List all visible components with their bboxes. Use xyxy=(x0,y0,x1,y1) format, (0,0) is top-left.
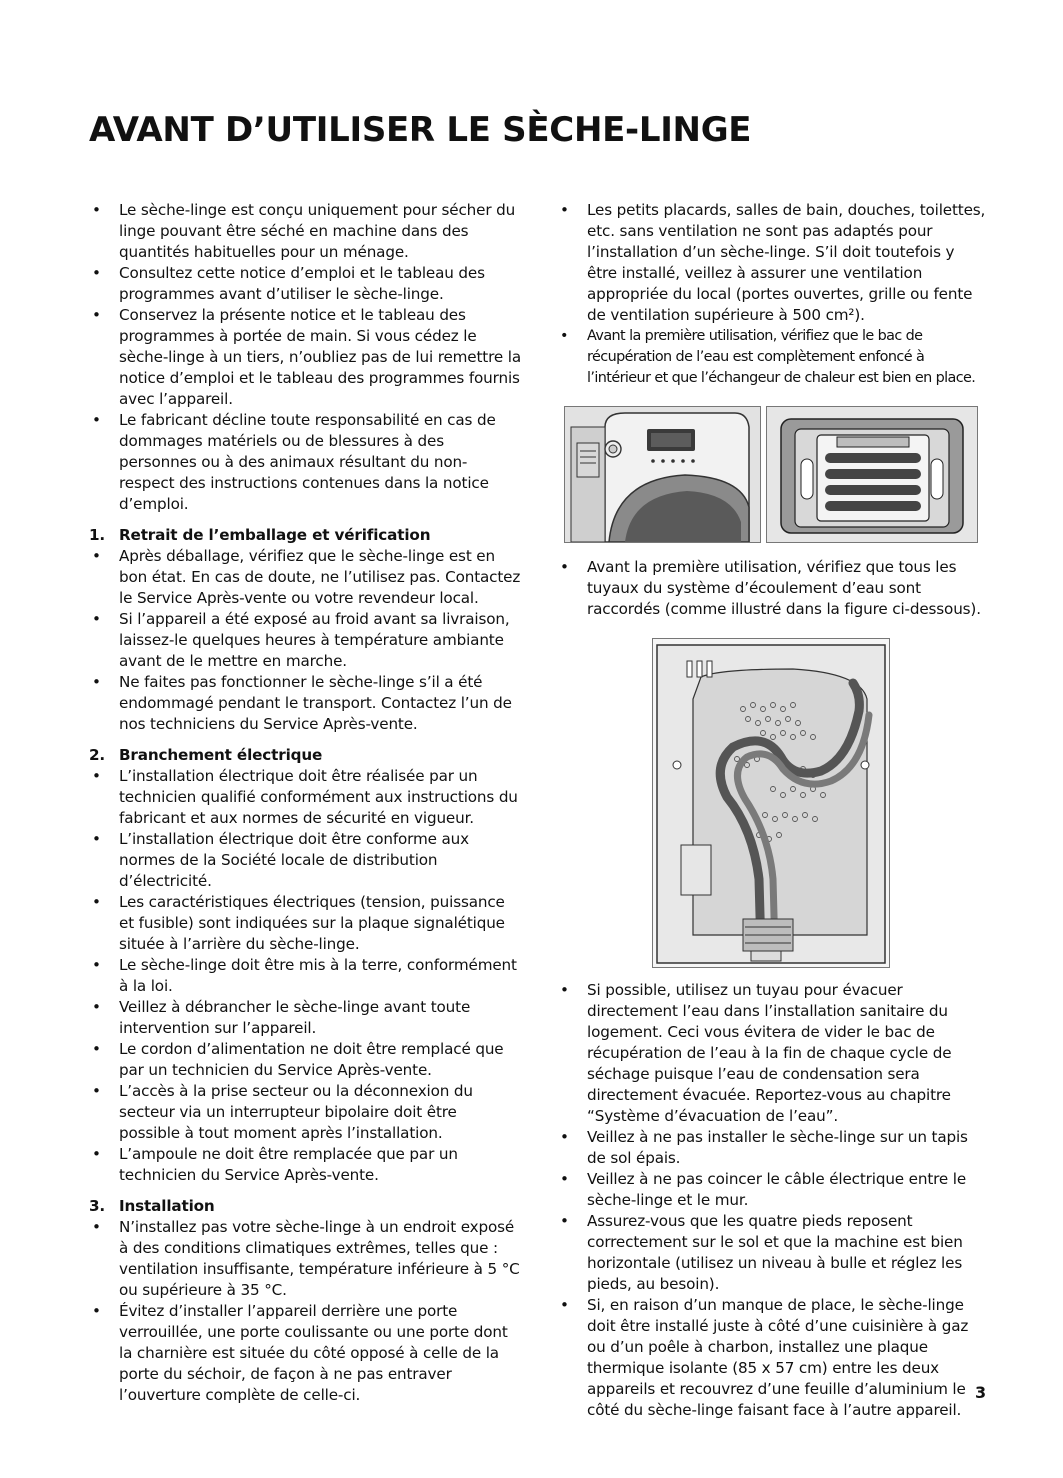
list-item: • N’installez pas votre sèche-linge à un endroit exposé à des conditions climatiques extrêmes, telles que : ventilation insuffisante, température inférieure à 5 °C ou supérieure à 35 °C. xyxy=(89,1217,521,1301)
list-item: • Ne faites pas fonctionner le sèche-linge s’il a été endommagé pendant le transport. Contactez l’un de nos techniciens du Service Après-vente. xyxy=(89,672,521,735)
section-heading-unpacking xyxy=(89,525,521,546)
list-item: • Évitez d’installer l’appareil derrière une porte verrouillée, une porte coulissante ou une porte dont la charnière est située du côté opposé à celle de la porte du séchoir, de façon à ne pas entraver l’ouverture complète de celle-ci. xyxy=(89,1301,521,1406)
list-item: • Si l’appareil a été exposé au froid avant sa livraison, laissez-le quelques heures à température ambiante avant de le mettre en marche. xyxy=(89,609,521,672)
installation-tips-list xyxy=(557,980,987,1421)
figure-row xyxy=(564,406,987,543)
dryer-front-illustration xyxy=(565,407,760,542)
list-item: • L’accès à la prise secteur ou la déconnexion du secteur via un interrupteur bipolaire doit être possible à tout moment après l’installation. xyxy=(89,1081,521,1144)
heat-exchanger-figure xyxy=(766,406,978,543)
hoses-list xyxy=(557,557,987,620)
list-item: • L’installation électrique doit être réalisée par un technicien qualifié conformément aux instructions du fabricant et aux normes de sécurité en vigueur. xyxy=(89,766,521,829)
heat-exchanger-illustration xyxy=(767,407,977,542)
ventilation-list xyxy=(557,200,987,389)
list-item: • Avant la première utilisation, vérifiez que le bac de récupération de l’eau est complètement enfoncé à l’intérieur et que l’échangeur de chaleur est bien en place. xyxy=(557,326,987,389)
list-item: • Veillez à ne pas installer le sèche-linge sur un tapis de sol épais. xyxy=(557,1127,987,1169)
list-item: • Les caractéristiques électriques (tension, puissance et fusible) sont indiquées sur la plaque signalétique située à l’arrière du sèche-linge. xyxy=(89,892,521,955)
section-title: Retrait de l’emballage et vérification xyxy=(119,526,431,544)
dryer-rear-figure xyxy=(652,638,890,968)
left-column xyxy=(89,200,521,1406)
section-number: 1. xyxy=(89,526,106,544)
list-item: • Le sèche-linge doit être mis à la terre, conformément à la loi. xyxy=(89,955,521,997)
list-item: • Avant la première utilisation, vérifiez que tous les tuyaux du système d’écoulement d’eau sont raccordés (comme illustré dans la figure ci-dessous). xyxy=(557,557,987,620)
list-item: • Si possible, utilisez un tuyau pour évacuer directement l’eau dans l’installation sanitaire du logement. Ceci vous évitera de vider le bac de récupération de l’eau à la fin de chaque cycle de séchage puisque l’eau de condensation sera directement évacuée. Reportez-vous au chapitre “Système d’évacuation de l’eau”. xyxy=(557,980,987,1127)
list-item: • Veillez à débrancher le sèche-linge avant toute intervention sur l’appareil. xyxy=(89,997,521,1039)
section-title: Installation xyxy=(119,1197,215,1215)
list-item: • Les petits placards, salles de bain, douches, toilettes, etc. sans ventilation ne sont pas adaptés pour l’installation d’un sèche-linge. S’il doit toutefois y être installé, veillez à assurer une ventilation appropriée du local (portes ouvertes, grille ou fente de ventilation supérieure à 500 cm²). xyxy=(557,200,987,326)
section-number: 2. xyxy=(89,746,106,764)
intro-list xyxy=(89,200,521,515)
list-item: • Si, en raison d’un manque de place, le sèche-linge doit être installé juste à côté d’une cuisinière à gaz ou d’un poêle à charbon, installez une plaque thermique isolante (85 x 57 cm) entre les deux appareils et recouvrez d’une feuille d’aluminium le côté du sèche-linge faisant face à l’autre appareil. xyxy=(557,1295,987,1421)
section-title: Branchement électrique xyxy=(119,746,323,764)
list-item: • Après déballage, vérifiez que le sèche-linge est en bon état. En cas de doute, ne l’utilisez pas. Contactez le Service Après-vente ou votre revendeur local. xyxy=(89,546,521,609)
list-item: • Consultez cette notice d’emploi et le tableau des programmes avant d’utiliser le sèche-linge. xyxy=(89,263,521,305)
dryer-front-figure xyxy=(564,406,761,543)
section-heading-installation xyxy=(89,1196,521,1217)
list-item: • L’ampoule ne doit être remplacée que par un technicien du Service Après-vente. xyxy=(89,1144,521,1186)
dryer-rear-illustration xyxy=(653,639,889,967)
right-column xyxy=(557,200,987,1421)
list-item: • L’installation électrique doit être conforme aux normes de la Société locale de distribution d’électricité. xyxy=(89,829,521,892)
page-title: AVANT D’UTILISER LE SÈCHE-LINGE xyxy=(89,110,752,150)
installation-list xyxy=(89,1217,521,1406)
list-item: • Le sèche-linge est conçu uniquement pour sécher du linge pouvant être séché en machine dans des quantités habituelles pour un ménage. xyxy=(89,200,521,263)
list-item: • Assurez-vous que les quatre pieds reposent correctement sur le sol et que la machine est bien horizontale (utilisez un niveau à bulle et réglez les pieds, au besoin). xyxy=(557,1211,987,1295)
section-number: 3. xyxy=(89,1197,106,1215)
unpacking-list xyxy=(89,546,521,735)
page-number: 3 xyxy=(975,1383,987,1402)
list-item: • Le cordon d’alimentation ne doit être remplacé que par un technicien du Service Après-vente. xyxy=(89,1039,521,1081)
section-heading-electrical xyxy=(89,745,521,766)
list-item: • Le fabricant décline toute responsabilité en cas de dommages matériels ou de blessures à des personnes ou à des animaux résultant du non-respect des instructions contenues dans la notice d’emploi. xyxy=(89,410,521,515)
list-item: • Conservez la présente notice et le tableau des programmes à portée de main. Si vous cédez le sèche-linge à un tiers, n’oubliez pas de lui remettre la notice d’emploi et le tableau des programmes fournis avec l’appareil. xyxy=(89,305,521,410)
electrical-list xyxy=(89,766,521,1186)
list-item: • Veillez à ne pas coincer le câble électrique entre le sèche-linge et le mur. xyxy=(557,1169,987,1211)
